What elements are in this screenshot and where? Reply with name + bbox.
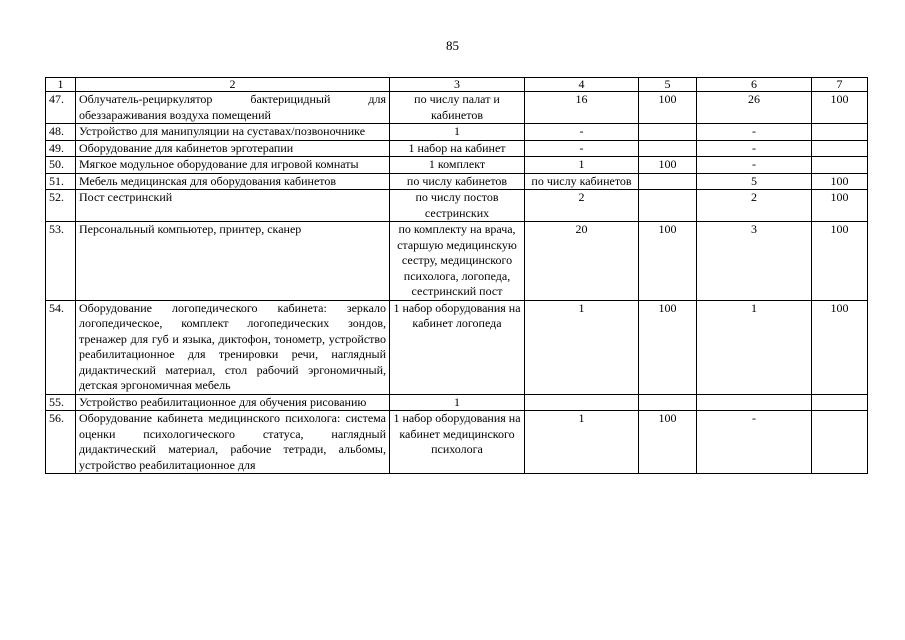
equipment-quantity: 1 набор оборудования на кабинет медицинского психолога xyxy=(390,411,525,474)
table-row xyxy=(46,222,868,301)
row-number: 47. xyxy=(46,92,76,124)
row-number: 51. xyxy=(46,173,76,190)
equipment-name: Оборудование логопедического кабинета: зеркало логопедическое, комплект логопедических зондов, тренажер для губ и языка, диктофон, тонометр, устройство реабилитационное для тренировки речи, наглядный дидактический материал, стол рабочий эргономичный, детская эргономичная мебель xyxy=(76,300,390,394)
column-4-value: 1 xyxy=(525,411,639,474)
column-7-value: 100 xyxy=(812,300,868,394)
column-5-value xyxy=(639,140,697,157)
equipment-quantity: 1 комплект xyxy=(390,157,525,174)
column-7-value: 100 xyxy=(812,92,868,124)
equipment-quantity: по числу палат и кабинетов xyxy=(390,92,525,124)
column-4-value: 16 xyxy=(525,92,639,124)
column-header-1: 1 xyxy=(46,78,76,92)
table-body xyxy=(46,78,868,474)
column-5-value: 100 xyxy=(639,157,697,174)
column-7-value xyxy=(812,140,868,157)
column-header-5: 5 xyxy=(639,78,697,92)
row-number: 49. xyxy=(46,140,76,157)
column-6-value: 5 xyxy=(697,173,812,190)
table-row xyxy=(46,140,868,157)
column-header-6: 6 xyxy=(697,78,812,92)
equipment-quantity: 1 набор оборудования на кабинет логопеда xyxy=(390,300,525,394)
column-6-value: - xyxy=(697,140,812,157)
column-7-value: 100 xyxy=(812,173,868,190)
equipment-name: Облучатель-рециркулятор бактерицидный для обеззараживания воздуха помещений xyxy=(76,92,390,124)
column-7-value xyxy=(812,394,868,411)
column-5-value: 100 xyxy=(639,411,697,474)
column-6-value: 1 xyxy=(697,300,812,394)
equipment-name: Оборудование кабинета медицинского психолога: система оценки психологического статуса, наглядный дидактический материал, рабочие тетради, альбомы, устройство реабилитационное для xyxy=(76,411,390,474)
column-7-value xyxy=(812,157,868,174)
column-5-value xyxy=(639,190,697,222)
equipment-name: Мебель медицинская для оборудования кабинетов xyxy=(76,173,390,190)
equipment-quantity: по числу кабинетов xyxy=(390,173,525,190)
column-6-value: 26 xyxy=(697,92,812,124)
column-4-value: 1 xyxy=(525,157,639,174)
column-6-value: - xyxy=(697,157,812,174)
equipment-name: Пост сестринский xyxy=(76,190,390,222)
column-6-value: 2 xyxy=(697,190,812,222)
column-5-value: 100 xyxy=(639,222,697,301)
row-number: 48. xyxy=(46,124,76,141)
column-header-7: 7 xyxy=(812,78,868,92)
column-header-3: 3 xyxy=(390,78,525,92)
row-number: 52. xyxy=(46,190,76,222)
table-row xyxy=(46,173,868,190)
equipment-table xyxy=(45,77,868,474)
equipment-quantity: 1 xyxy=(390,124,525,141)
column-4-value xyxy=(525,394,639,411)
column-5-value xyxy=(639,173,697,190)
column-4-value: 20 xyxy=(525,222,639,301)
column-4-value: по числу кабинетов xyxy=(525,173,639,190)
column-7-value xyxy=(812,124,868,141)
equipment-name: Устройство реабилитационное для обучения рисованию xyxy=(76,394,390,411)
equipment-quantity: 1 набор на кабинет xyxy=(390,140,525,157)
equipment-quantity: 1 xyxy=(390,394,525,411)
column-4-value: 2 xyxy=(525,190,639,222)
table-header-row xyxy=(46,78,868,92)
table-row xyxy=(46,411,868,474)
column-6-value xyxy=(697,394,812,411)
table-row xyxy=(46,394,868,411)
column-4-value: - xyxy=(525,140,639,157)
column-6-value: - xyxy=(697,411,812,474)
equipment-quantity: по комплекту на врача, старшую медицинскую сестру, медицинского психолога, логопеда, сестринский пост xyxy=(390,222,525,301)
column-6-value: - xyxy=(697,124,812,141)
column-7-value xyxy=(812,411,868,474)
column-header-2: 2 xyxy=(76,78,390,92)
row-number: 55. xyxy=(46,394,76,411)
column-5-value xyxy=(639,394,697,411)
equipment-quantity: по числу постов сестринских xyxy=(390,190,525,222)
table-row xyxy=(46,190,868,222)
table-row xyxy=(46,157,868,174)
equipment-name: Персональный компьютер, принтер, сканер xyxy=(76,222,390,301)
column-7-value: 100 xyxy=(812,190,868,222)
row-number: 50. xyxy=(46,157,76,174)
column-4-value: 1 xyxy=(525,300,639,394)
column-header-4: 4 xyxy=(525,78,639,92)
column-5-value xyxy=(639,124,697,141)
equipment-name: Мягкое модульное оборудование для игровой комнаты xyxy=(76,157,390,174)
column-6-value: 3 xyxy=(697,222,812,301)
page-number: 85 xyxy=(446,38,459,53)
column-7-value: 100 xyxy=(812,222,868,301)
row-number: 56. xyxy=(46,411,76,474)
equipment-name: Устройство для манипуляции на суставах/позвоночнике xyxy=(76,124,390,141)
row-number: 53. xyxy=(46,222,76,301)
table-row xyxy=(46,300,868,394)
row-number: 54. xyxy=(46,300,76,394)
table-row xyxy=(46,124,868,141)
table-row xyxy=(46,92,868,124)
column-5-value: 100 xyxy=(639,92,697,124)
column-5-value: 100 xyxy=(639,300,697,394)
equipment-name: Оборудование для кабинетов эрготерапии xyxy=(76,140,390,157)
column-4-value: - xyxy=(525,124,639,141)
